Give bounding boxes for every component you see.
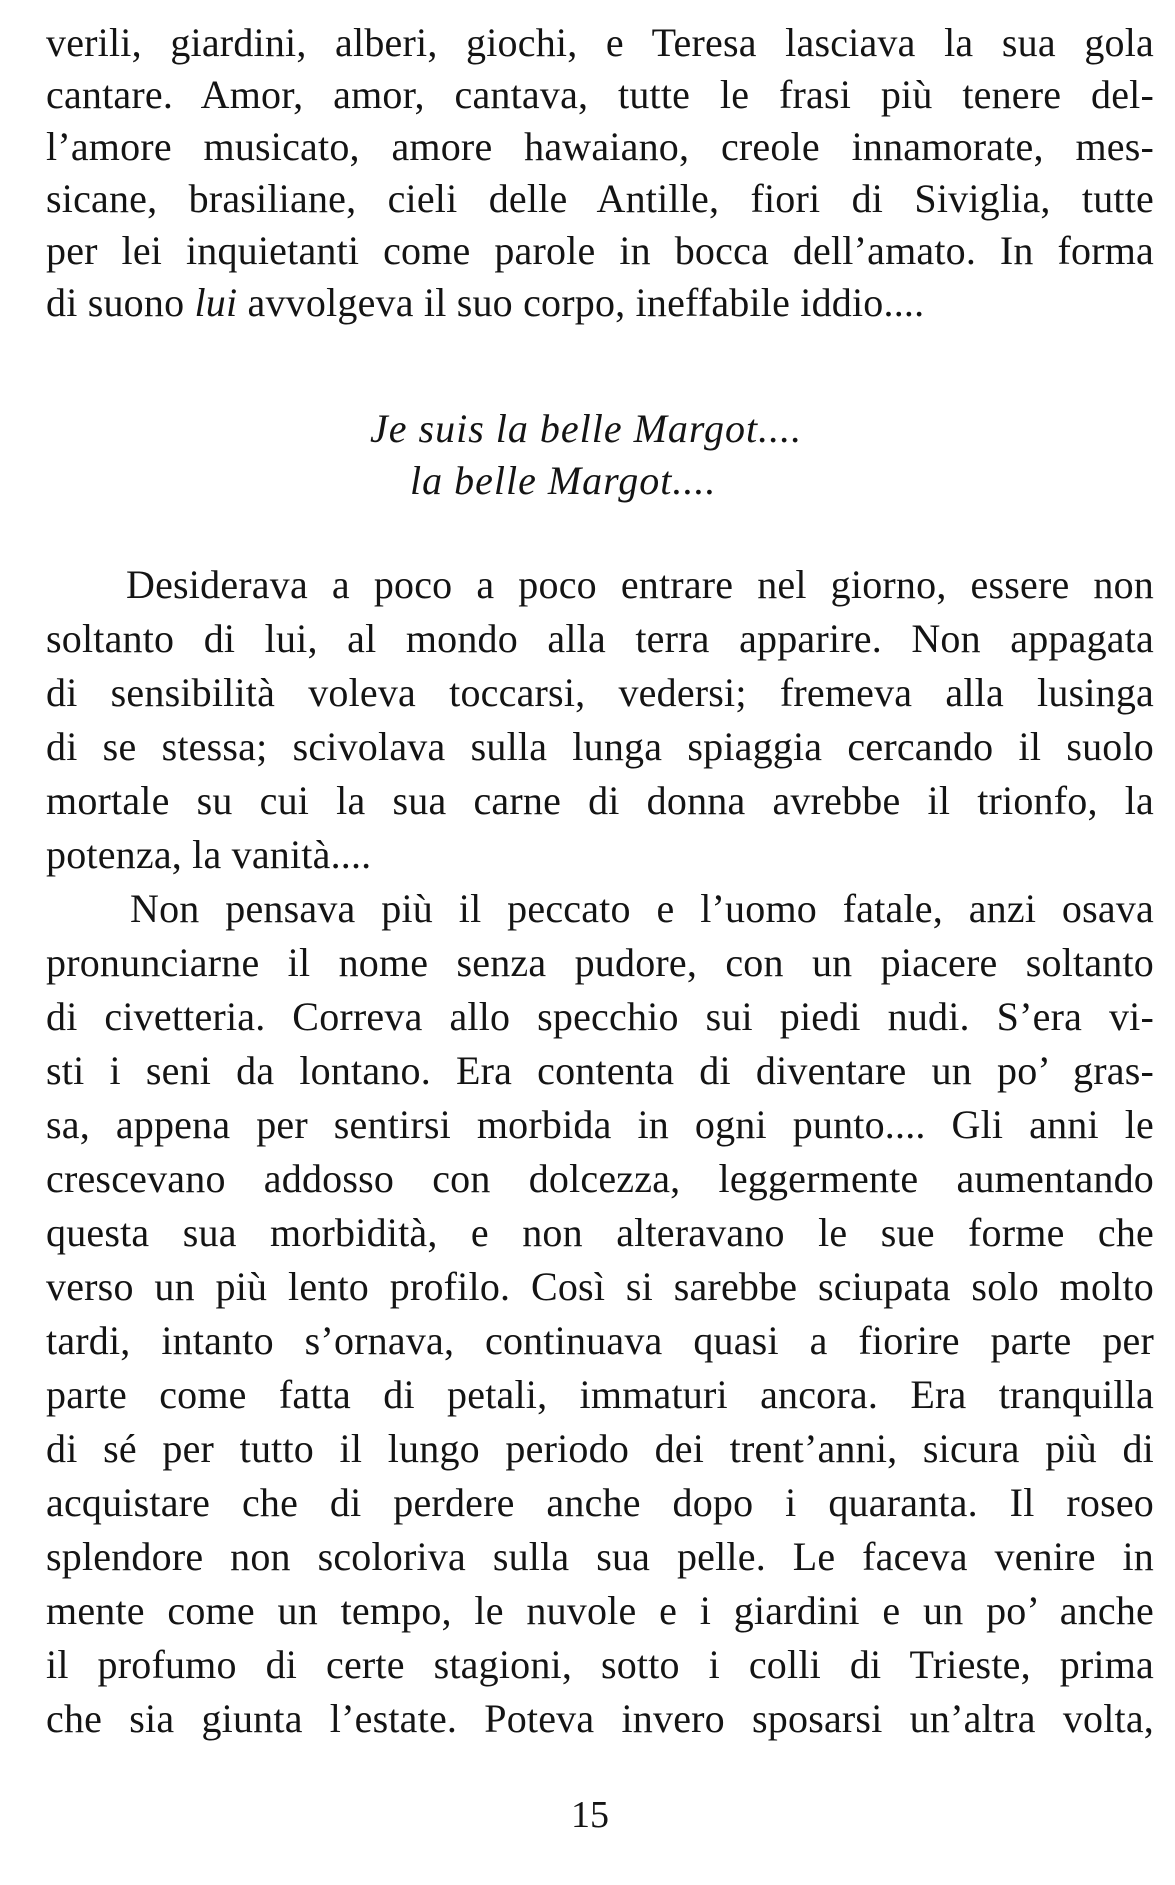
text-line: il profumo di certe stagioni, sotto i colli di Trieste, prima bbox=[46, 1642, 1154, 1687]
text-line: di sensibilità voleva toccarsi, vedersi; fremeva alla lusinga bbox=[46, 670, 1154, 715]
text-line: pronunciarne il nome senza pudore, con un piacere soltanto bbox=[46, 940, 1154, 985]
text-line: sa, appena per sentirsi morbida in ogni punto.... Gli anni le bbox=[46, 1102, 1154, 1147]
text-line: sicane, brasiliane, cieli delle Antille, fiori di Siviglia, tutte bbox=[46, 176, 1154, 221]
verse-line: Je suis la belle Margot.... bbox=[370, 406, 803, 451]
text-line: mente come un tempo, le nuvole e i giardini e un po’ anche bbox=[46, 1588, 1154, 1633]
text-line: di se stessa; scivolava sulla lunga spiaggia cercando il suolo bbox=[46, 724, 1154, 769]
text-line: Non pensava più il peccato e l’uomo fatale, anzi osava bbox=[130, 886, 1154, 931]
text-line: tardi, intanto s’ornava, continuava quasi a fiorire parte per bbox=[46, 1318, 1154, 1363]
text-line bbox=[46, 276, 1154, 330]
text-line: crescevano addosso con dolcezza, leggermente aumentando bbox=[46, 1156, 1154, 1201]
text-line: che sia giunta l’estate. Poteva invero sposarsi un’altra volta, bbox=[46, 1696, 1154, 1741]
text-line: mortale su cui la sua carne di donna avrebbe il trionfo, la bbox=[46, 778, 1154, 823]
text-line: verili, giardini, alberi, giochi, e Teresa lasciava la sua gola bbox=[46, 20, 1154, 65]
text-line: splendore non scoloriva sulla sua pelle. Le faceva venire in bbox=[46, 1534, 1154, 1579]
text-line: acquistare che di perdere anche dopo i quaranta. Il roseo bbox=[46, 1480, 1154, 1525]
text-line: verso un più lento profilo. Così si sarebbe sciupata solo molto bbox=[46, 1264, 1154, 1309]
text-line: di sé per tutto il lungo periodo dei trent’anni, sicura più di bbox=[46, 1426, 1154, 1471]
text-line: Desiderava a poco a poco entrare nel giorno, essere non bbox=[126, 562, 1154, 607]
text-line: per lei inquietanti come parole in bocca dell’amato. In forma bbox=[46, 228, 1154, 273]
page-number: 15 bbox=[571, 1794, 609, 1836]
text-line: di civetteria. Correva allo specchio sui piedi nudi. S’era vi- bbox=[46, 994, 1154, 1039]
text-fragment: avvolgeva il suo corpo, ineffabile iddio.... bbox=[237, 280, 925, 325]
text-line: cantare. Amor, amor, cantava, tutte le frasi più tenere del- bbox=[46, 72, 1154, 117]
text-line: parte come fatta di petali, immaturi ancora. Era tranquilla bbox=[46, 1372, 1154, 1417]
text-fragment: di suono bbox=[46, 280, 195, 325]
italic-word: lui bbox=[194, 280, 238, 325]
text-line: potenza, la vanità.... bbox=[46, 832, 372, 877]
text-line: l’amore musicato, amore hawaiano, creole innamorate, mes- bbox=[46, 124, 1154, 169]
text-line: soltanto di lui, al mondo alla terra apparire. Non appagata bbox=[46, 616, 1154, 661]
text-line: questa sua morbidità, e non alteravano le sue forme che bbox=[46, 1210, 1154, 1255]
verse-line: la belle Margot.... bbox=[410, 458, 717, 503]
text-line: sti i seni da lontano. Era contenta di diventare un po’ gras- bbox=[46, 1048, 1154, 1093]
